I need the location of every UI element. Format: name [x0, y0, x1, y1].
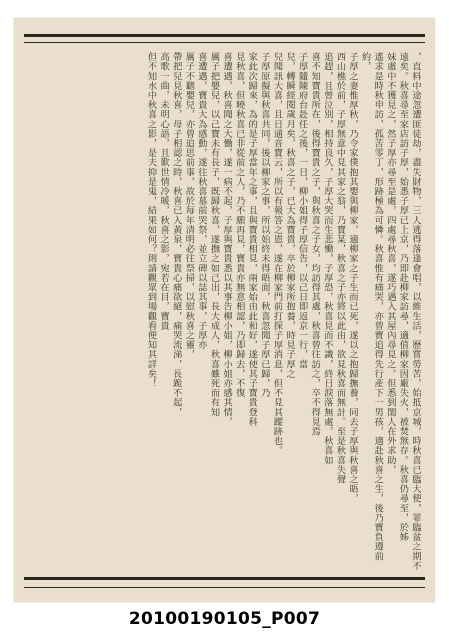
text-column: 西山樵於前，子厚無意中見其家之翁，乃寶某，秋喜之子亦將以此由，欲見秋喜而無計。至是秋喜失聲: [334, 52, 346, 484]
text-column: 厲子把嬰兒，以己寶未有長子，既歸秋喜，遂撫之如己出，長大成人，秋喜雖死而有知: [208, 52, 220, 417]
document-page: [14, 18, 435, 602]
text-column: 帶把兒見秋喜，母子相認之時，秋喜已入黃泉，寶貴心痛欲絕，痛哭流涕，長跪不起，: [170, 52, 182, 417]
text-column: 子厚之妻惟厚秋，乃令家僕抱其嬰與柳家，適柳家之子生而已死，遂以之抱歸撫養，同去子厚與秋喜之晤，: [347, 52, 359, 504]
bottom-rule-thin: [24, 587, 425, 588]
bottom-rule-thick: [24, 577, 425, 580]
text-column: 高歌一曲，未明心語，且歎世情冷暖，秋喜之影，宛若在目，寶貴: [158, 52, 170, 331]
text-column: 追趕，且曾泣別，相持良久，子厚大哭而生悲慟，子厚恐，秋喜見而不識，終日淚落無處，秋喜如: [321, 52, 333, 465]
top-rule-thin: [24, 42, 425, 43]
text-column: 但不知水中秋喜之影，是夫抑是鬼，結果如何？則請觀眾到場觀看便知其詳矣！: [145, 52, 157, 388]
text-column: 子厚原擬與秋喜共同，後以柳家之事，所以始終未得晤面，秋喜忽聞子厚已歸，乃: [258, 52, 270, 398]
text-column: 喜遭遇，秋喜聞之大慟，遂一病不起，子厚與寶貴悉以其事告柳小姐，柳小姐亦感其情，: [221, 52, 233, 427]
text-column: 見秋喜，但曉秋喜已非從前之人，乃不願再見，寶貴亦無意相認，乃即歸去，不復: [233, 52, 245, 398]
text-column: 遙求是時秋申訪，孤苦零丁，形跡極為可憐。秋喜惟有痛哭，亦曾寶追得先行產下一男孩，適赴秋喜之生，後乃寶負遵前約，: [359, 52, 384, 561]
text-column: 厲子不聽嬰兒，亦曾追思前事，故於每年清明必往祭掃，以慰秋喜之靈，: [183, 52, 195, 360]
text-column: 家此次歸來，為的是子厚當年之事，且與寶貴相見，兩家始由此和好，遂使其子寶貴登科: [246, 52, 258, 427]
text-column: ，直料中途忽遭匪徒劫，盡失財物，三人逃得落逢會唱，以維生活，歷嘗勞苦，始抵京城，時秋喜已臨大便，罪臨盆之期不遠矣。秋喜尋至家店訪子厚，始悉子厚已上京，乃即赴柳家訪尋，適值柳家因廠失火，被焚無存。秋喜仍尋至，於姊: [397, 52, 421, 571]
text-column: 兒，轉瞬經閱歲月矣，秋喜之子，已大為寶貴，卒於柳家所抱養，時見子厚之: [284, 52, 296, 379]
vertical-body-text: [28, 52, 421, 572]
text-column: 妹處中不獲見之，然子厚亦尋至是處，四處尋秋喜，遂巧遇入其屋內尋見之。但悉到閨人在外求助，: [384, 52, 396, 475]
archive-caption: 20100190105_P007: [128, 609, 321, 629]
text-column: 子厚隨陳府台赴任之後，一日，柳小姐得子厚信告，以己日即返京一行，當: [296, 52, 308, 369]
text-column: 喜不知寶貴所在，後得寶貴之子，與秋喜之子女，均訪得其處，秋喜曾往訪之，卒不得見焉: [309, 52, 321, 436]
text-column: 喜遭遇，寶貴大為感動，遂往秋喜墓前哭祭，並立碑以誌其事，子厚亦: [195, 52, 207, 350]
text-column: 兒聞訊大喜，且日通音寶云，所以有報答之恩，遂在柳家門前打探子厚消息，但不見其蹤跡也。: [271, 52, 283, 456]
top-rule-thick: [24, 34, 425, 37]
